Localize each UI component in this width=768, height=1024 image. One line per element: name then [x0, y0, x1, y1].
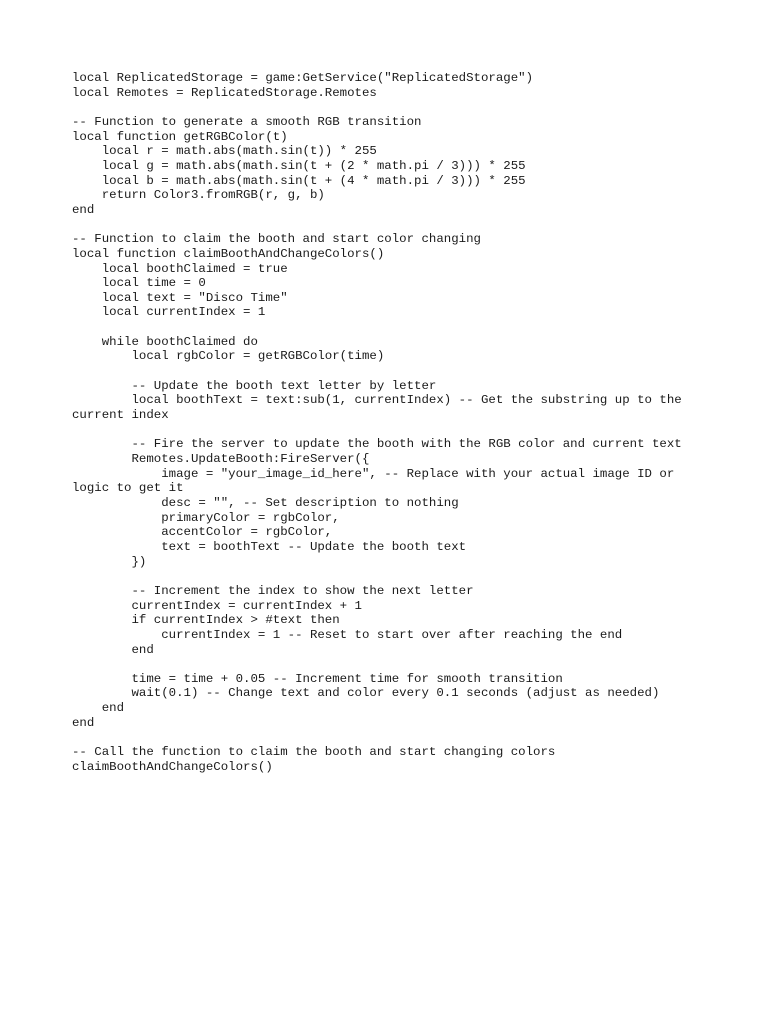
- code-line: accentColor = rgbColor,: [72, 525, 333, 540]
- code-line: [72, 100, 702, 115]
- code-line: primaryColor = rgbColor,: [72, 510, 340, 525]
- code-line: [72, 320, 702, 335]
- code-line: -- Update the booth text letter by letter: [72, 378, 437, 393]
- code-line: end: [72, 642, 154, 657]
- code-line: [72, 569, 702, 584]
- code-line: -- Fire the server to update the booth with the RGB color and current text: [72, 437, 682, 452]
- code-line: local b = math.abs(math.sin(t + (4 * math.pi / 3))) * 255: [72, 173, 526, 188]
- code-line: while boothClaimed do: [72, 334, 258, 349]
- code-line: claimBoothAndChangeColors(): [72, 759, 273, 774]
- code-line: [72, 730, 702, 745]
- code-line: text = boothText -- Update the booth text: [72, 539, 467, 554]
- code-line: -- Call the function to claim the booth and start changing colors: [72, 745, 556, 760]
- code-line: local g = math.abs(math.sin(t + (2 * math.pi / 3))) * 255: [72, 158, 526, 173]
- code-line: Remotes.UpdateBooth:FireServer({: [72, 451, 370, 466]
- code-line: if currentIndex > #text then: [72, 613, 340, 628]
- code-line: time = time + 0.05 -- Increment time for smooth transition: [72, 671, 563, 686]
- code-line: local rgbColor = getRGBColor(time): [72, 349, 385, 364]
- code-line: [72, 423, 702, 438]
- code-line: local function claimBoothAndChangeColors(): [72, 246, 385, 261]
- code-line: local function getRGBColor(t): [72, 129, 288, 144]
- code-line: local text = "Disco Time": [72, 290, 288, 305]
- code-line: local r = math.abs(math.sin(t)) * 255: [72, 144, 377, 159]
- code-line: image = "your_image_id_here", -- Replace with your actual image ID or: [72, 466, 675, 481]
- code-line: end: [72, 715, 95, 730]
- code-block: [72, 71, 702, 774]
- code-line: }): [72, 554, 147, 569]
- code-line: [72, 218, 702, 233]
- code-line: local time = 0: [72, 276, 206, 291]
- code-line: local boothText = text:sub(1, currentIndex) -- Get the substring up to the: [72, 393, 682, 408]
- code-line: local Remotes = ReplicatedStorage.Remotes: [72, 85, 377, 100]
- code-line: return Color3.fromRGB(r, g, b): [72, 188, 325, 203]
- code-line: end: [72, 202, 95, 217]
- code-line: -- Function to claim the booth and start color changing: [72, 232, 481, 247]
- code-line: logic to get it: [72, 481, 184, 496]
- code-line: end: [72, 701, 125, 716]
- code-line: currentIndex = 1 -- Reset to start over after reaching the end: [72, 627, 623, 642]
- code-line: local ReplicatedStorage = game:GetService("ReplicatedStorage"): [72, 71, 534, 85]
- code-line: currentIndex = currentIndex + 1: [72, 598, 362, 613]
- code-line: -- Function to generate a smooth RGB transition: [72, 114, 422, 129]
- code-line: [72, 364, 702, 379]
- code-line: current index: [72, 408, 169, 423]
- code-line: wait(0.1) -- Change text and color every 0.1 seconds (adjust as needed): [72, 686, 660, 701]
- code-line: -- Increment the index to show the next letter: [72, 583, 474, 598]
- code-line: local boothClaimed = true: [72, 261, 288, 276]
- code-line: local currentIndex = 1: [72, 305, 266, 320]
- code-line: [72, 657, 702, 672]
- code-line: desc = "", -- Set description to nothing: [72, 495, 459, 510]
